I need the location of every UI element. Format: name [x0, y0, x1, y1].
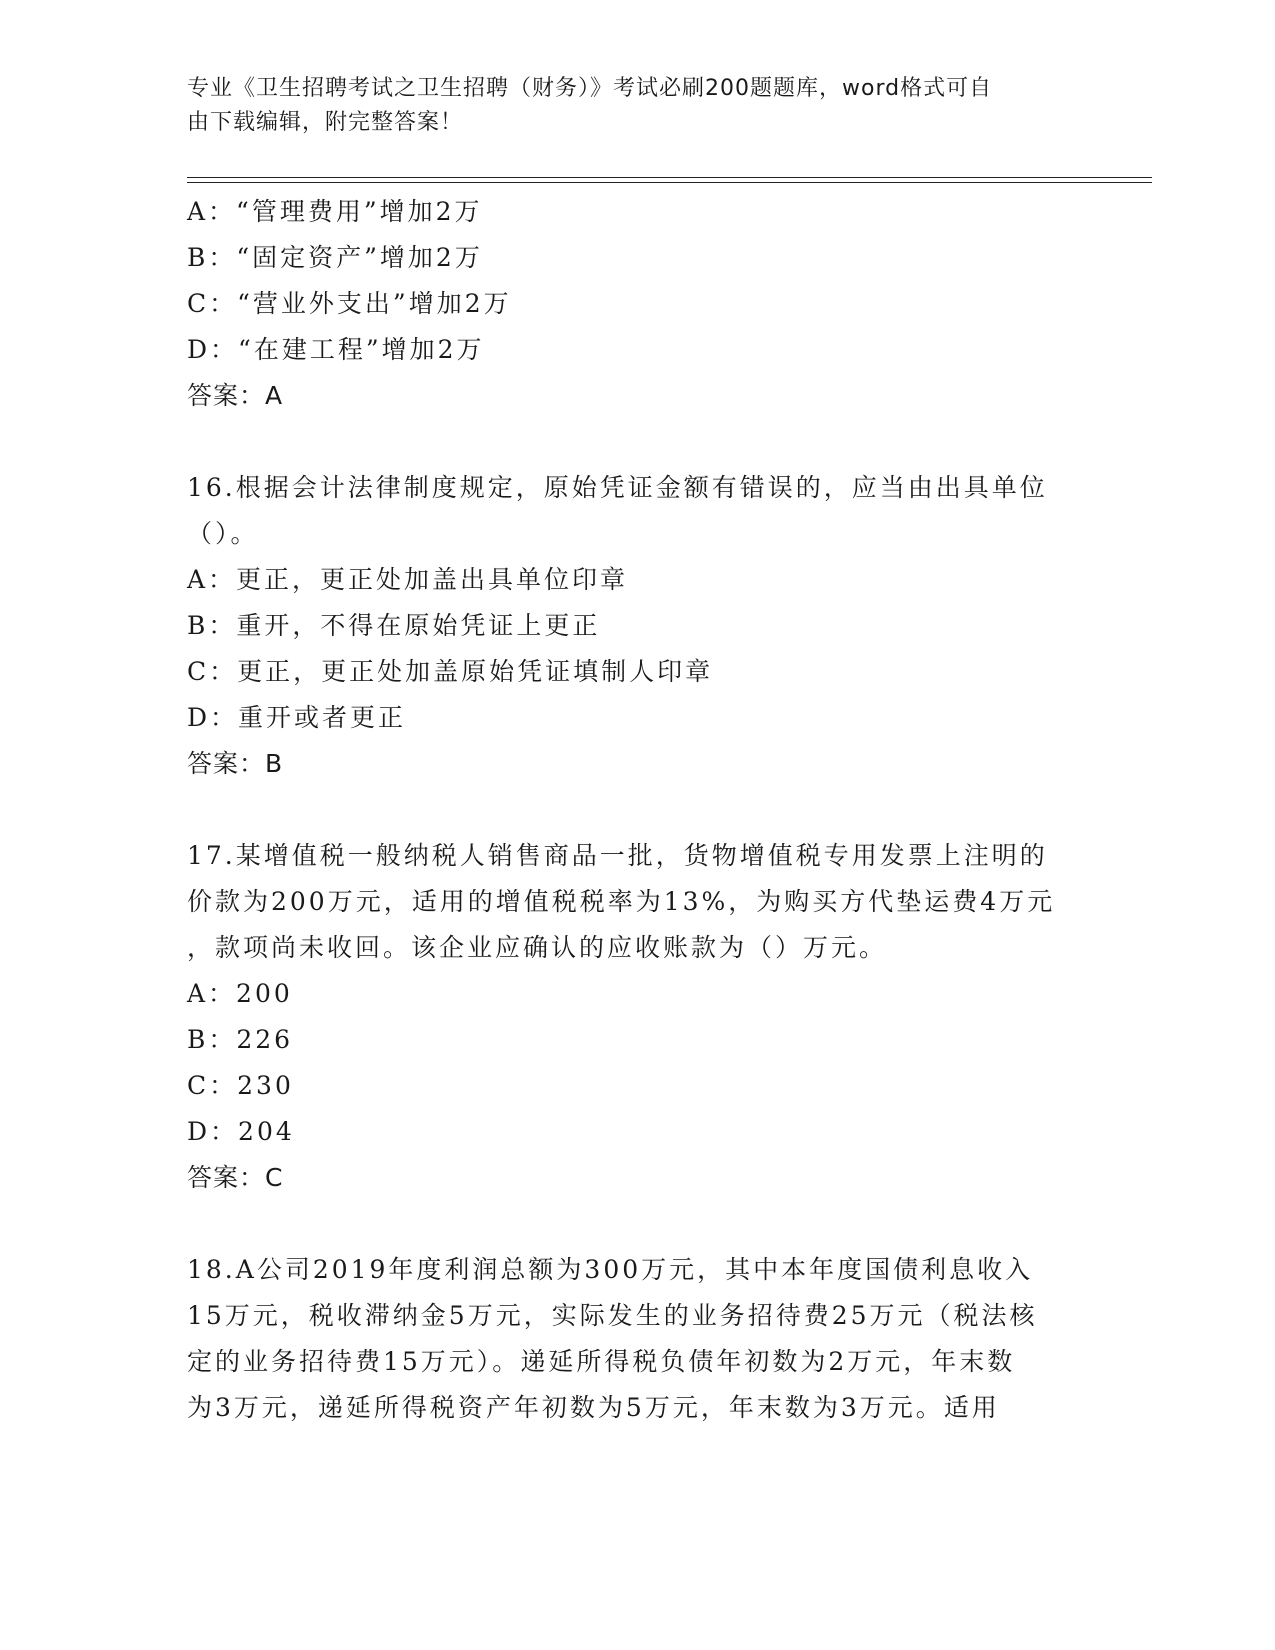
answer-line: 答案：A — [187, 381, 284, 410]
option-b: B：“固定资产”增加2万 — [187, 243, 483, 272]
header-line-1: 专业《卫生招聘考试之卫生招聘（财务）》考试必刷200题题库，word格式可自 — [187, 76, 993, 101]
question-stem-line: 18.A公司2019年度利润总额为300万元，其中本年度国债利息收入 — [187, 1255, 1034, 1284]
question-stem-line: 定的业务招待费15万元）。递延所得税负债年初数为2万元，年末数 — [187, 1347, 1016, 1376]
question-stem-line: 17.某增值税一般纳税人销售商品一批，货物增值税专用发票上注明的 — [187, 841, 1048, 870]
option-c: C：“营业外支出”增加2万 — [187, 289, 512, 318]
option-b: B：重开，不得在原始凭证上更正 — [187, 611, 601, 640]
document-header — [187, 72, 1067, 140]
option-d: D：重开或者更正 — [187, 703, 407, 732]
answer-line: 答案：C — [187, 1163, 284, 1192]
spacer — [187, 1201, 1087, 1247]
question-stem-line: 价款为200万元，适用的增值税税率为13%，为购买方代垫运费4万元 — [187, 887, 1056, 916]
header-line-2: 由下载编辑，附完整答案！ — [187, 110, 464, 135]
option-b: B：226 — [187, 1025, 294, 1054]
header-rule-top — [187, 177, 1152, 178]
question-stem-line: ，款项尚未收回。该企业应确认的应收账款为（）万元。 — [187, 933, 888, 962]
option-c: C：230 — [187, 1071, 294, 1100]
spacer — [187, 419, 1087, 465]
question-stem-line: 15万元，税收滞纳金5万元，实际发生的业务招待费25万元（税法核 — [187, 1301, 1038, 1330]
answer-line: 答案：B — [187, 749, 284, 778]
question-stem-line: （）。 — [187, 519, 259, 548]
spacer — [187, 787, 1087, 833]
option-d: D：“在建工程”增加2万 — [187, 335, 485, 364]
question-17 — [187, 833, 1087, 1201]
question-stem-line: 为3万元，递延所得税资产年初数为5万元，年末数为3万元。适用 — [187, 1393, 1000, 1422]
option-c: C：更正，更正处加盖原始凭证填制人印章 — [187, 657, 714, 686]
question-stem-line: 16.根据会计法律制度规定，原始凭证金额有错误的，应当由出具单位 — [187, 473, 1048, 502]
option-a: A：更正，更正处加盖出具单位印章 — [187, 565, 629, 594]
question-16 — [187, 465, 1087, 787]
question-18 — [187, 1247, 1087, 1431]
header-rule-bottom — [187, 182, 1152, 183]
option-a: A：“管理费用”增加2万 — [187, 197, 483, 226]
option-d: D：204 — [187, 1117, 295, 1146]
document-body — [187, 189, 1087, 1431]
question-15 — [187, 189, 1087, 419]
option-a: A：200 — [187, 979, 293, 1008]
